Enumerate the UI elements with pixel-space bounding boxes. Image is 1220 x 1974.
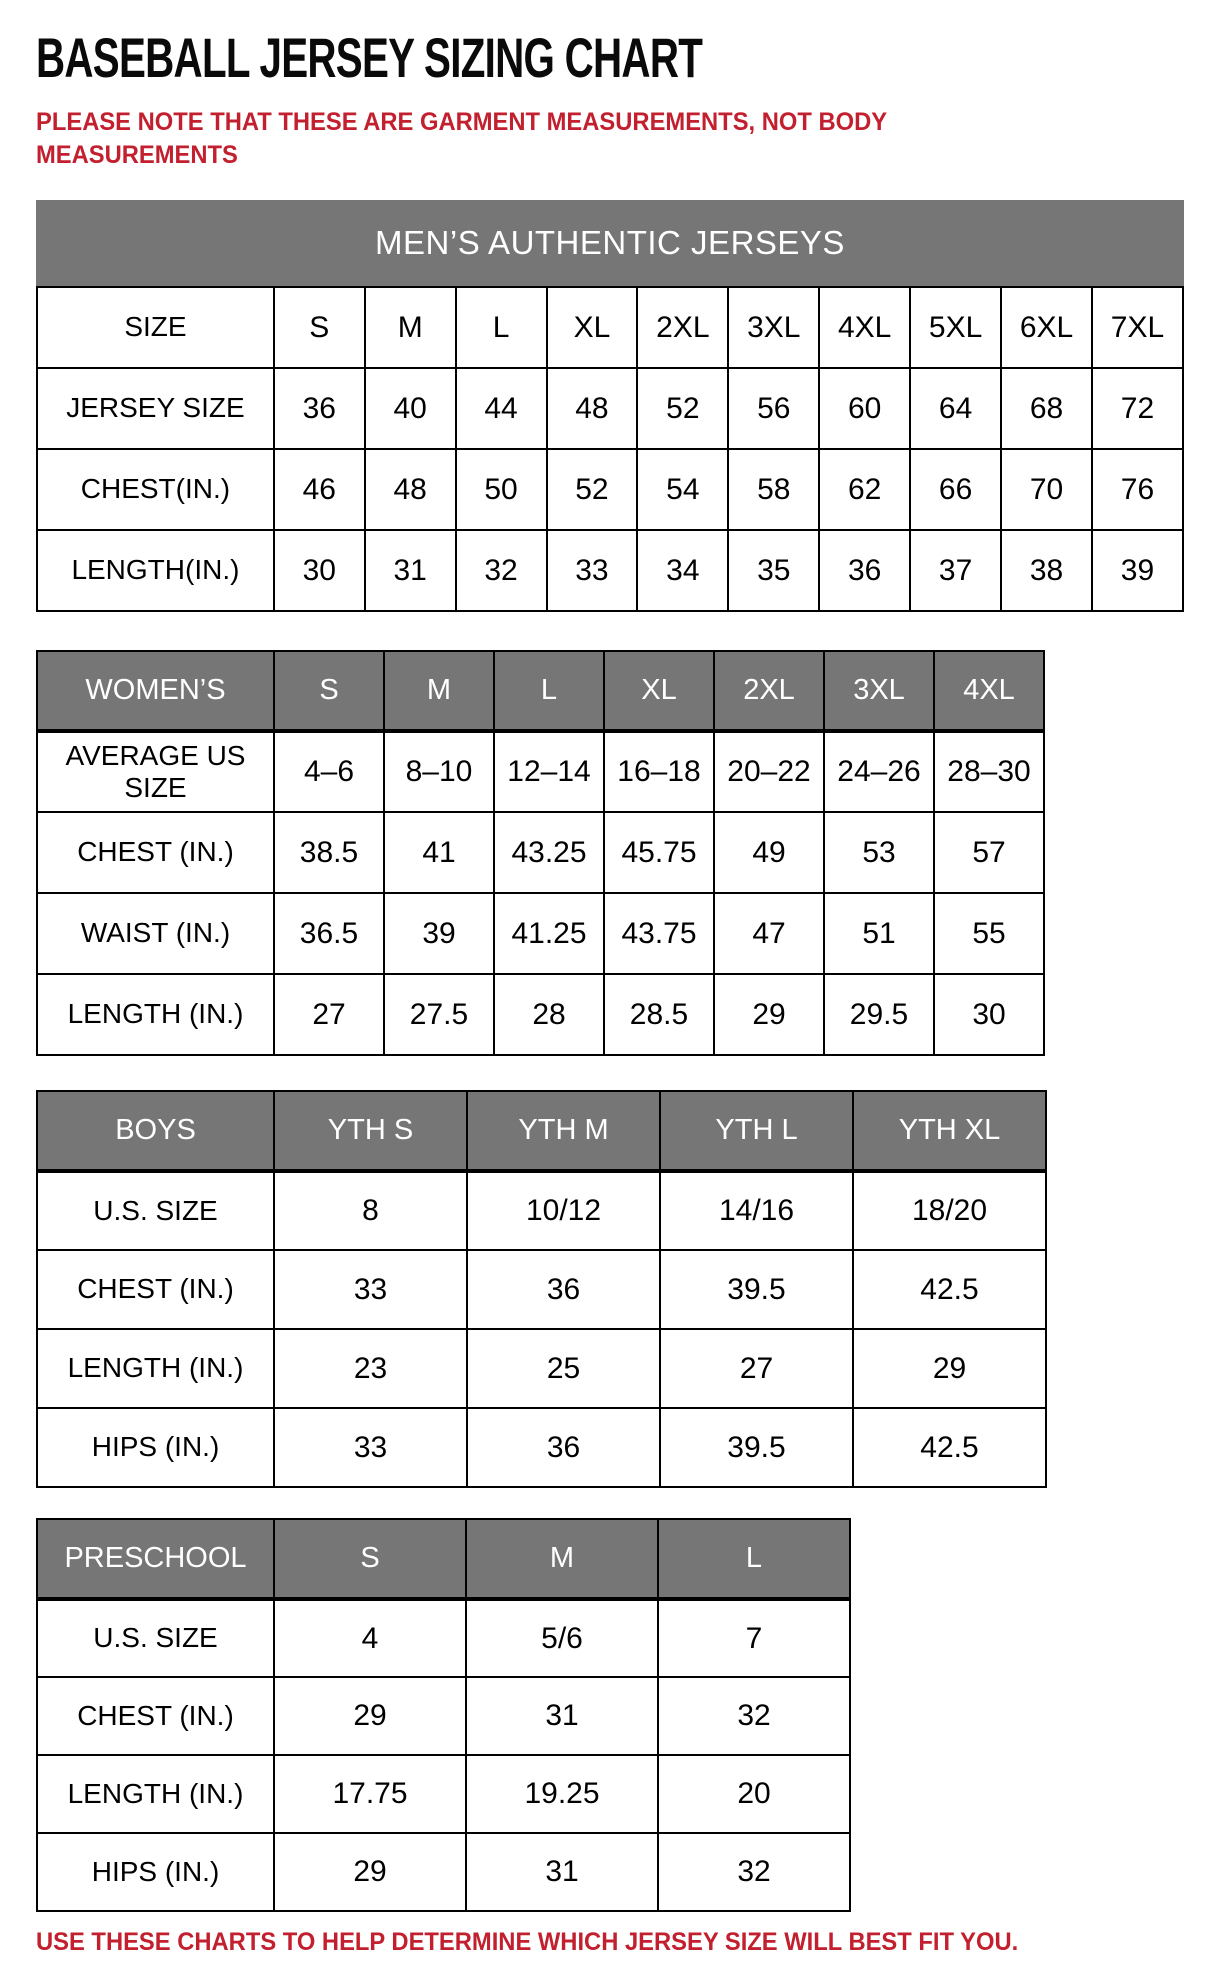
boys-sizing-section [36, 1090, 1184, 1488]
table-cell: 40 [365, 368, 456, 449]
table-cell: 72 [1092, 368, 1183, 449]
table-cell: 17.75 [274, 1755, 466, 1833]
row-label: CHEST (IN.) [37, 812, 274, 893]
table-cell: 55 [934, 893, 1044, 974]
table-cell: 7 [658, 1599, 850, 1677]
row-label: LENGTH (IN.) [37, 1755, 274, 1833]
table-cell: 36 [274, 368, 365, 449]
table-cell: 30 [274, 530, 365, 611]
table-cell: L [494, 651, 604, 731]
table-cell: 56 [728, 368, 819, 449]
table-cell: 29.5 [824, 974, 934, 1055]
row-label: CHEST (IN.) [37, 1677, 274, 1755]
table-row-waist [37, 893, 1044, 974]
row-label: WAIST (IN.) [37, 893, 274, 974]
table-cell: 39 [1092, 530, 1183, 611]
row-label: HIPS (IN.) [37, 1408, 274, 1487]
table-cell: 39.5 [660, 1408, 853, 1487]
table-cell: 28.5 [604, 974, 714, 1055]
row-label: LENGTH (IN.) [37, 974, 274, 1055]
table-cell: YTH S [274, 1091, 467, 1171]
table-cell: 8–10 [384, 731, 494, 812]
table-cell: 31 [365, 530, 456, 611]
mens-sizing-table [36, 286, 1184, 612]
table-header-row [37, 651, 1044, 731]
table-cell: M [384, 651, 494, 731]
table-cell: S [274, 651, 384, 731]
table-cell: 5/6 [466, 1599, 658, 1677]
table-cell: 6XL [1001, 287, 1092, 368]
table-cell: 24–26 [824, 731, 934, 812]
table-cell: 64 [910, 368, 1001, 449]
table-cell: 4 [274, 1599, 466, 1677]
table-cell: 4XL [934, 651, 1044, 731]
table-cell: 27.5 [384, 974, 494, 1055]
table-cell: 28 [494, 974, 604, 1055]
table-cell: 62 [819, 449, 910, 530]
table-cell: 33 [274, 1408, 467, 1487]
table-cell: L [658, 1519, 850, 1599]
table-cell: 76 [1092, 449, 1183, 530]
table-row-length [37, 1329, 1046, 1408]
table-cell: 46 [274, 449, 365, 530]
table-cell: XL [547, 287, 638, 368]
garment-measurements-note: PLEASE NOTE THAT THESE ARE GARMENT MEASUREMENTS, NOT BODY MEASUREMENTS [36, 108, 887, 169]
table-cell: 33 [274, 1250, 467, 1329]
table-cell: YTH M [467, 1091, 660, 1171]
table-cell: 3XL [824, 651, 934, 731]
table-cell: 41 [384, 812, 494, 893]
table-cell: 29 [714, 974, 824, 1055]
table-cell: 37 [910, 530, 1001, 611]
table-cell: 30 [934, 974, 1044, 1055]
mens-sizing-section [36, 200, 1184, 612]
table-row-size [37, 287, 1183, 368]
row-label: SIZE [37, 287, 274, 368]
table-cell: 53 [824, 812, 934, 893]
table-cell: M [365, 287, 456, 368]
table-cell: 5XL [910, 287, 1001, 368]
table-cell: 48 [365, 449, 456, 530]
table-cell: 42.5 [853, 1250, 1046, 1329]
table-cell: 29 [274, 1677, 466, 1755]
row-label: LENGTH(IN.) [37, 530, 274, 611]
table-cell: 34 [637, 530, 728, 611]
table-cell: 42.5 [853, 1408, 1046, 1487]
table-cell: 47 [714, 893, 824, 974]
table-cell: 29 [853, 1329, 1046, 1408]
table-row-us-size [37, 731, 1044, 812]
table-cell: 39.5 [660, 1250, 853, 1329]
table-cell: 4–6 [274, 731, 384, 812]
boys-sizing-table [36, 1090, 1047, 1488]
table-cell: 20 [658, 1755, 850, 1833]
table-cell: 36 [467, 1250, 660, 1329]
table-cell: 32 [658, 1833, 850, 1911]
table-cell: 36.5 [274, 893, 384, 974]
table-cell: 57 [934, 812, 1044, 893]
table-cell: 20–22 [714, 731, 824, 812]
table-cell: 8 [274, 1171, 467, 1250]
table-cell: 36 [467, 1408, 660, 1487]
table-cell: 12–14 [494, 731, 604, 812]
table-cell: 10/12 [467, 1171, 660, 1250]
table-cell: 23 [274, 1329, 467, 1408]
table-cell: 68 [1001, 368, 1092, 449]
table-cell: 32 [456, 530, 547, 611]
mens-table-banner: MEN’S AUTHENTIC JERSEYS [36, 200, 1184, 286]
table-cell: 52 [637, 368, 728, 449]
page-title: BASEBALL JERSEY SIZING CHART [36, 26, 703, 89]
row-label: AVERAGE US SIZE [37, 731, 274, 812]
preschool-sizing-table [36, 1518, 851, 1912]
womens-sizing-table [36, 650, 1045, 1056]
table-row-us-size [37, 1599, 850, 1677]
table-cell: 44 [456, 368, 547, 449]
table-row-hips [37, 1833, 850, 1911]
table-header-label: BOYS [37, 1091, 274, 1171]
table-row-hips [37, 1408, 1046, 1487]
table-cell: 4XL [819, 287, 910, 368]
table-row-chest [37, 812, 1044, 893]
table-cell: 2XL [714, 651, 824, 731]
table-cell: 27 [660, 1329, 853, 1408]
table-row-length [37, 530, 1183, 611]
table-cell: L [456, 287, 547, 368]
row-label: U.S. SIZE [37, 1171, 274, 1250]
table-row-chest [37, 1677, 850, 1755]
table-cell: 58 [728, 449, 819, 530]
table-cell: 29 [274, 1833, 466, 1911]
table-cell: 39 [384, 893, 494, 974]
table-cell: 28–30 [934, 731, 1044, 812]
table-cell: 49 [714, 812, 824, 893]
table-row-chest [37, 1250, 1046, 1329]
table-cell: 52 [547, 449, 638, 530]
table-cell: 3XL [728, 287, 819, 368]
table-row-jersey-size [37, 368, 1183, 449]
table-cell: XL [604, 651, 714, 731]
table-cell: 14/16 [660, 1171, 853, 1250]
table-cell: 66 [910, 449, 1001, 530]
table-header-row [37, 1091, 1046, 1171]
table-cell: 50 [456, 449, 547, 530]
table-cell: 41.25 [494, 893, 604, 974]
row-label: U.S. SIZE [37, 1599, 274, 1677]
table-cell: 38 [1001, 530, 1092, 611]
table-header-row [37, 1519, 850, 1599]
table-cell: 27 [274, 974, 384, 1055]
row-label: JERSEY SIZE [37, 368, 274, 449]
table-cell: 43.25 [494, 812, 604, 893]
table-cell: S [274, 1519, 466, 1599]
table-cell: 38.5 [274, 812, 384, 893]
table-cell: 2XL [637, 287, 728, 368]
table-cell: 45.75 [604, 812, 714, 893]
table-cell: 43.75 [604, 893, 714, 974]
table-cell: 32 [658, 1677, 850, 1755]
table-cell: M [466, 1519, 658, 1599]
table-cell: 48 [547, 368, 638, 449]
womens-sizing-section [36, 650, 1184, 1056]
table-cell: 36 [819, 530, 910, 611]
table-cell: YTH L [660, 1091, 853, 1171]
table-cell: 25 [467, 1329, 660, 1408]
table-cell: 70 [1001, 449, 1092, 530]
table-row-chest [37, 449, 1183, 530]
table-row-us-size [37, 1171, 1046, 1250]
row-label: LENGTH (IN.) [37, 1329, 274, 1408]
table-row-length [37, 1755, 850, 1833]
table-cell: 19.25 [466, 1755, 658, 1833]
table-cell: 51 [824, 893, 934, 974]
row-label: CHEST (IN.) [37, 1250, 274, 1329]
table-cell: 18/20 [853, 1171, 1046, 1250]
table-cell: 54 [637, 449, 728, 530]
table-cell: 7XL [1092, 287, 1183, 368]
table-row-length [37, 974, 1044, 1055]
table-cell: 16–18 [604, 731, 714, 812]
table-cell: 31 [466, 1677, 658, 1755]
table-cell: YTH XL [853, 1091, 1046, 1171]
preschool-sizing-section [36, 1518, 1184, 1912]
table-header-label: WOMEN’S [37, 651, 274, 731]
fit-advice-footer: USE THESE CHARTS TO HELP DETERMINE WHICH JERSEY SIZE WILL BEST FIT YOU. [36, 1928, 1019, 1956]
row-label: CHEST(IN.) [37, 449, 274, 530]
table-cell: 33 [547, 530, 638, 611]
row-label: HIPS (IN.) [37, 1833, 274, 1911]
table-cell: 31 [466, 1833, 658, 1911]
table-header-label: PRESCHOOL [37, 1519, 274, 1599]
table-cell: S [274, 287, 365, 368]
table-cell: 35 [728, 530, 819, 611]
table-cell: 60 [819, 368, 910, 449]
